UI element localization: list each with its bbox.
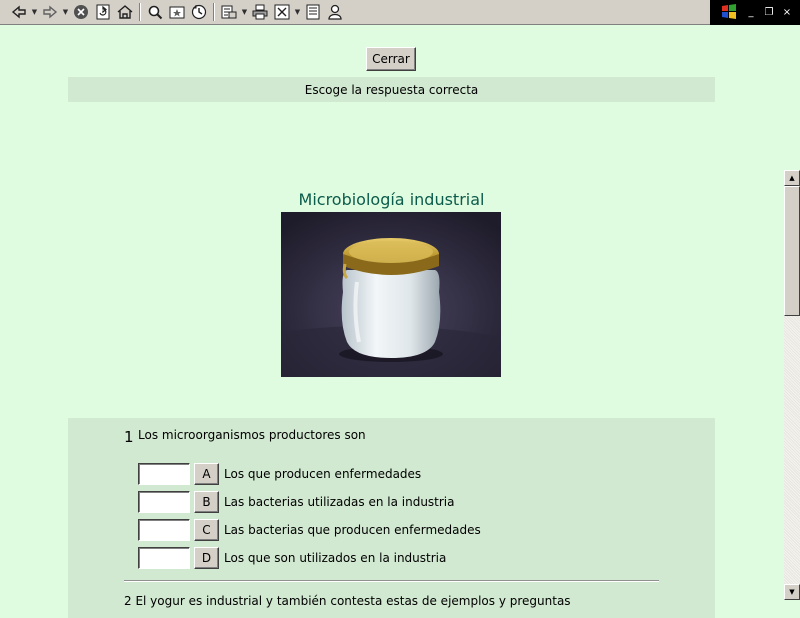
question-panel bbox=[68, 418, 715, 618]
restore-icon[interactable]: ❐ bbox=[764, 6, 774, 18]
discuss-icon[interactable] bbox=[302, 2, 324, 22]
stop-icon[interactable] bbox=[70, 2, 92, 22]
option-d bbox=[138, 546, 446, 569]
toolbar-separator bbox=[139, 3, 141, 21]
question-number: 1 bbox=[124, 428, 134, 446]
option-a bbox=[138, 462, 421, 485]
history-icon[interactable] bbox=[188, 2, 210, 22]
option-a-text: Los que producen enfermedades bbox=[224, 466, 422, 481]
next-question-text: 2 El yogur es industrial y también contesta estas de ejemplos y preguntas bbox=[124, 594, 571, 608]
answer-box-a[interactable] bbox=[138, 463, 190, 485]
windows-logo-icon bbox=[718, 3, 740, 21]
instruction-bar: Escoge la respuesta correcta bbox=[68, 77, 715, 102]
option-d-button[interactable]: D bbox=[194, 547, 219, 569]
home-icon[interactable] bbox=[114, 2, 136, 22]
answer-box-d[interactable] bbox=[138, 547, 190, 569]
edit-icon[interactable] bbox=[271, 2, 293, 22]
scrollbar-thumb[interactable] bbox=[784, 186, 800, 316]
browser-toolbar bbox=[0, 0, 800, 25]
mail-dropdown-icon[interactable]: ▼ bbox=[241, 8, 248, 16]
option-b bbox=[138, 490, 455, 513]
scroll-up-icon[interactable]: ▲ bbox=[784, 170, 800, 186]
toolbar-separator bbox=[213, 3, 215, 21]
option-c-text: Las bacterias que producen enfermedades bbox=[224, 522, 481, 537]
print-icon[interactable] bbox=[249, 2, 271, 22]
scroll-down-icon[interactable]: ▼ bbox=[784, 584, 800, 600]
option-a-button[interactable]: A bbox=[194, 463, 219, 485]
messenger-icon[interactable] bbox=[324, 2, 346, 22]
window-controls bbox=[710, 0, 800, 25]
answer-box-c[interactable] bbox=[138, 519, 190, 541]
option-b-button[interactable]: B bbox=[194, 491, 219, 513]
refresh-icon[interactable] bbox=[92, 2, 114, 22]
option-d-text: Los que son utilizados en la industria bbox=[224, 550, 447, 565]
question-text: Los microorganismos productores son bbox=[138, 428, 366, 442]
edit-dropdown-icon[interactable]: ▼ bbox=[294, 8, 301, 16]
back-dropdown-icon[interactable]: ▼ bbox=[31, 8, 38, 16]
page-content bbox=[0, 26, 784, 608]
option-c bbox=[138, 518, 481, 541]
forward-dropdown-icon[interactable]: ▼ bbox=[62, 8, 69, 16]
option-b-text: Las bacterias utilizadas en la industria bbox=[224, 494, 455, 509]
option-c-button[interactable]: C bbox=[194, 519, 219, 541]
minimize-icon[interactable]: _ bbox=[748, 6, 754, 18]
favorites-icon[interactable] bbox=[166, 2, 188, 22]
page-title: Microbiología industrial bbox=[298, 190, 485, 209]
yogurt-jar-image bbox=[281, 212, 501, 377]
close-icon[interactable]: × bbox=[782, 6, 792, 18]
close-button[interactable]: Cerrar bbox=[366, 47, 416, 71]
mail-icon[interactable] bbox=[218, 2, 240, 22]
question-divider bbox=[124, 580, 659, 582]
vertical-scrollbar[interactable] bbox=[784, 170, 800, 600]
answer-box-b[interactable] bbox=[138, 491, 190, 513]
search-icon[interactable] bbox=[144, 2, 166, 22]
forward-icon[interactable] bbox=[39, 2, 61, 22]
back-icon[interactable] bbox=[8, 2, 30, 22]
